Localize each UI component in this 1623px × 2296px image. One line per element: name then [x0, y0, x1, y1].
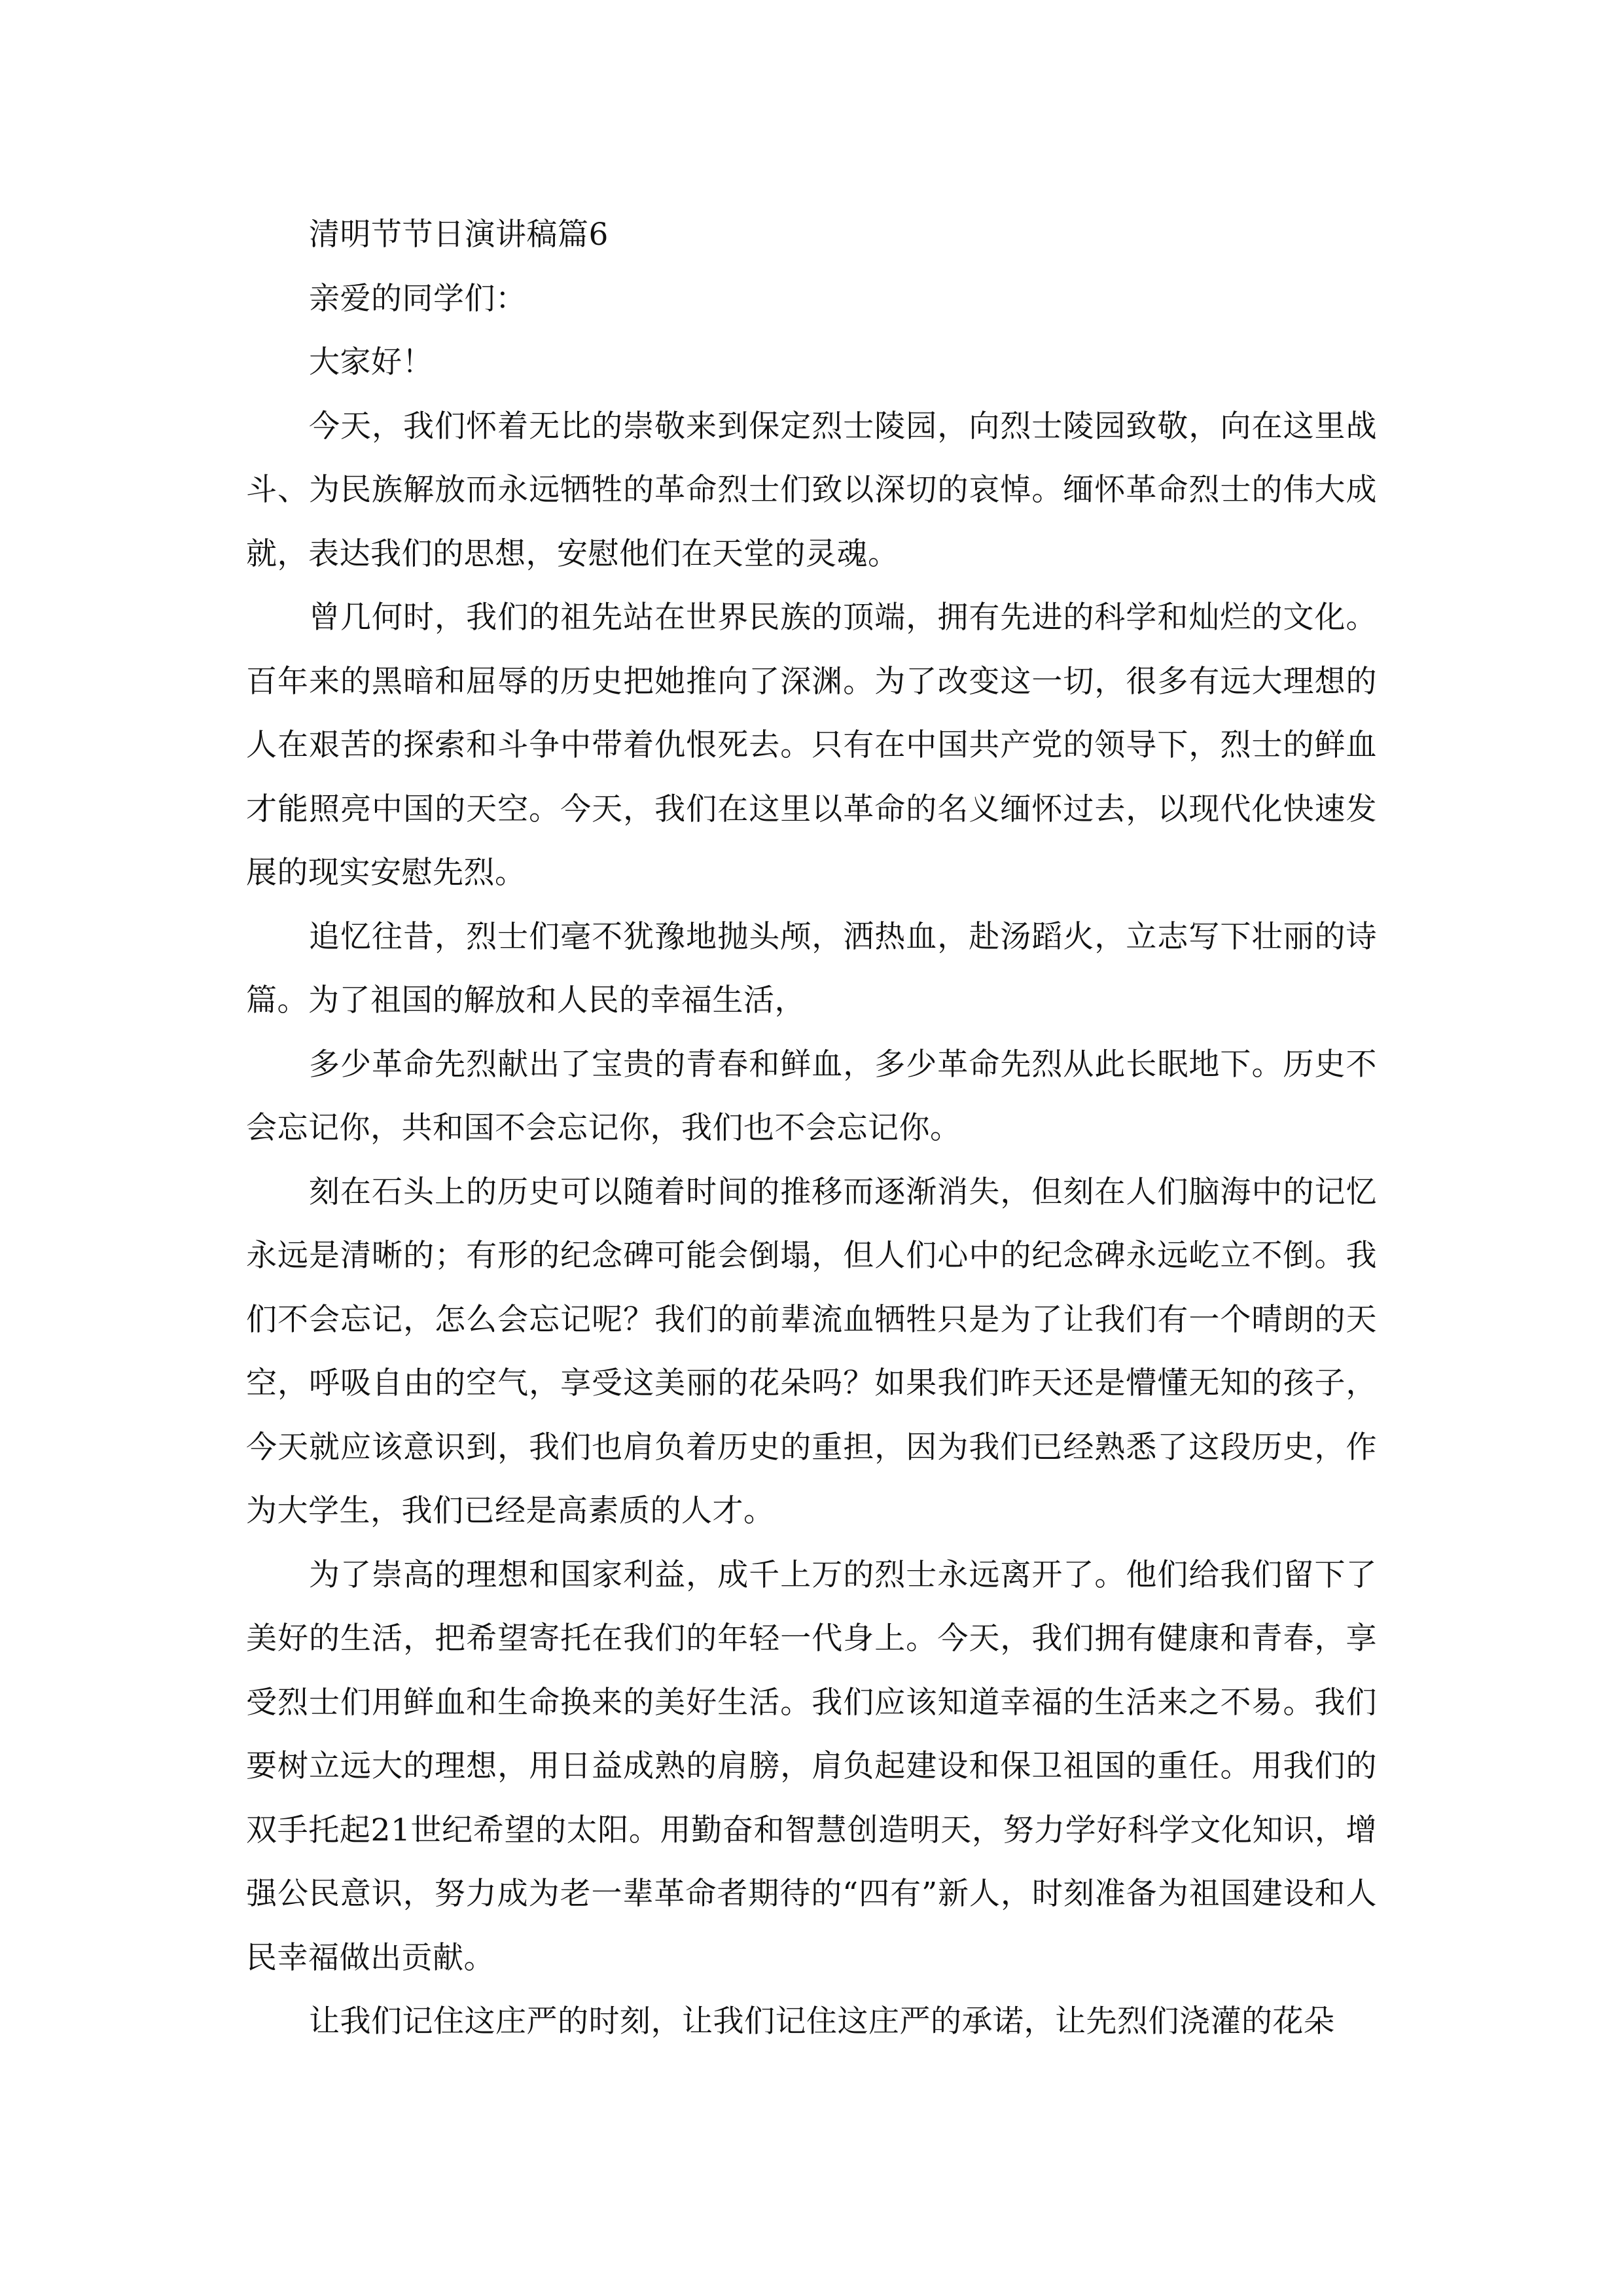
- paragraph-7: 让我们记住这庄严的时刻，让我们记住这庄严的承诺，让先烈们浇灌的花朵: [309, 2003, 1335, 2039]
- paragraph-4: 多少革命先烈献出了宝贵的青春和鲜血，多少革命先烈从此长眠地下。历史不会忘记你，共和国不会忘记你，我们也不会忘记你。: [246, 1046, 1377, 1146]
- greeting: 大家好！: [309, 344, 433, 380]
- document-body: [246, 203, 1377, 2054]
- paragraph-3: 追忆往昔，烈士们毫不犹豫地抛头颅，洒热血，赴汤蹈火，立志写下壮丽的诗篇。为了祖国的解放和人民的幸福生活，: [246, 918, 1377, 1018]
- paragraph-1: 今天，我们怀着无比的崇敬来到保定烈士陵园，向烈士陵园致敬，向在这里战斗、为民族解放而永远牺牲的革命烈士们致以深切的哀悼。缅怀革命烈士的伟大成就，表达我们的思想，安慰他们在天堂的灵魂。: [246, 408, 1377, 572]
- paragraph-5: 刻在石头上的历史可以随着时间的推移而逐渐消失，但刻在人们脑海中的记忆永远是清晰的；有形的纪念碑可能会倒塌，但人们心中的纪念碑永远屹立不倒。我们不会忘记，怎么会忘记呢？我们的前辈流血牺牲只是为了让我们有一个晴朗的天空，呼吸自由的空气，享受这美丽的花朵吗？如果我们昨天还是懵懂无知的孩子，今天就应该意识到，我们也肩负着历史的重担，因为我们已经熟悉了这段历史，作为大学生，我们已经是高素质的人才。: [246, 1174, 1377, 1529]
- document-title: 清明节节日演讲稿篇6: [309, 217, 609, 253]
- salutation: 亲爱的同学们：: [309, 280, 527, 317]
- paragraph-2: 曾几何时，我们的祖先站在世界民族的顶端，拥有先进的科学和灿烂的文化。百年来的黑暗和屈辱的历史把她推向了深渊。为了改变这一切，很多有远大理想的人在艰苦的探索和斗争中带着仇恨死去。只有在中国共产党的领导下，烈士的鲜血才能照亮中国的天空。今天，我们在这里以革命的名义缅怀过去，以现代化快速发展的现实安慰先烈。: [246, 600, 1377, 891]
- paragraph-6: 为了崇高的理想和国家利益，成千上万的烈士永远离开了。他们给我们留下了美好的生活，把希望寄托在我们的年轻一代身上。今天，我们拥有健康和青春，享受烈士们用鲜血和生命换来的美好生活。我们应该知道幸福的生活来之不易。我们要树立远大的理想，用日益成熟的肩膀，肩负起建设和保卫祖国的重任。用我们的双手托起21世纪希望的太阳。用勤奋和智慧创造明天，努力学好科学文化知识，增强公民意识，努力成为老一辈革命者期待的“四有”新人，时刻准备为祖国建设和人民幸福做出贡献。: [246, 1556, 1377, 1976]
